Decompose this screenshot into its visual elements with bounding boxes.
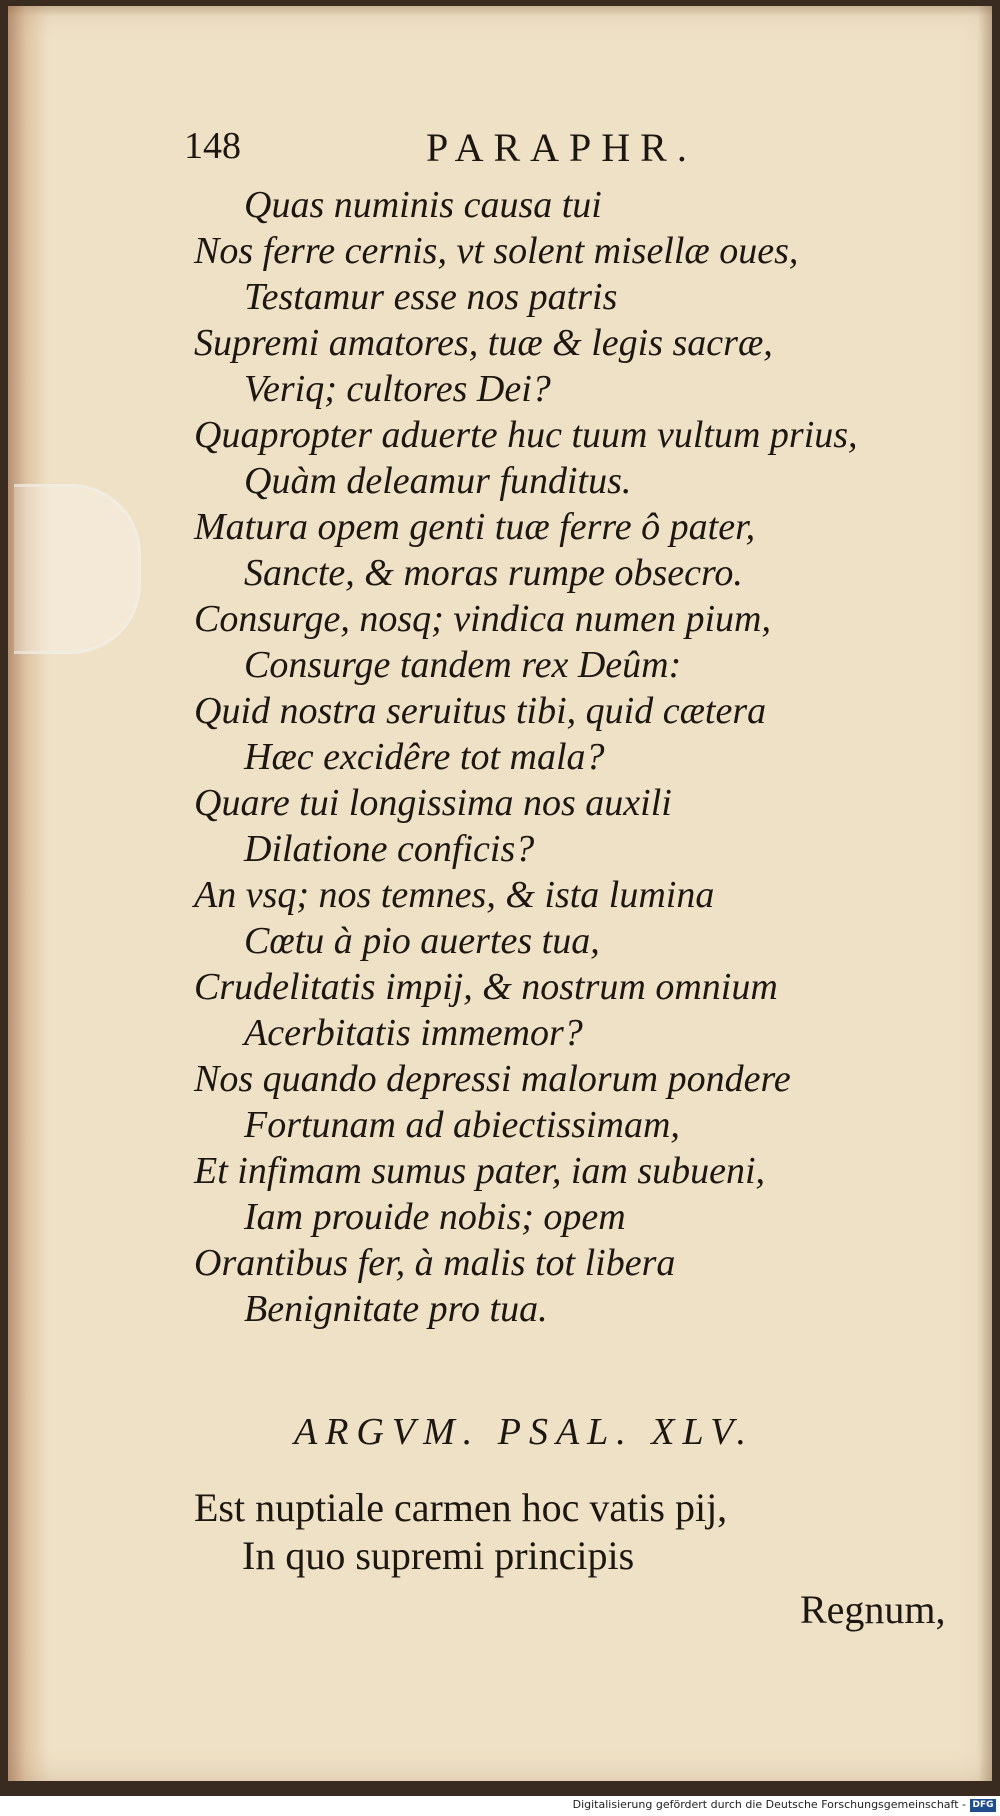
verse-line: Testamur esse nos patris [244, 276, 618, 318]
verse-line: Orantibus fer, à malis tot libera [194, 1242, 676, 1284]
verse-line: Dilatione conficis? [244, 828, 535, 870]
verse-line: Quàm deleamur funditus. [244, 460, 632, 502]
prose-line: In quo supremi principis [242, 1533, 635, 1578]
verse-line: Consurge, nosq; vindica numen pium, [194, 598, 771, 640]
verse-line: Crudelitatis impij, & nostrum omnium [194, 966, 778, 1008]
footer-bar [0, 1796, 1000, 1816]
verse-line: Quapropter aduerte huc tuum vultum prius, [194, 414, 858, 456]
page-clip [14, 484, 141, 654]
verse-line: An vsq; nos temnes, & ista lumina [194, 874, 715, 916]
page-number: 148 [184, 125, 241, 167]
verse-line: Benignitate pro tua. [244, 1288, 548, 1330]
verse-line: Hæc excidêre tot mala? [244, 736, 605, 778]
running-title: PARAPHR. [426, 125, 697, 170]
prose-line: Est nuptiale carmen hoc vatis pij, [194, 1485, 728, 1530]
verse-line: Fortunam ad abiectissimam, [244, 1104, 680, 1146]
verse-line: Supremi amatores, tuæ & legis sacræ, [194, 322, 773, 364]
verse-line: Nos quando depressi malorum pondere [194, 1058, 791, 1100]
verse-line: Iam prouide nobis; opem [244, 1196, 626, 1238]
verse-line: Veriq; cultores Dei? [244, 368, 551, 410]
argument-heading: ARGVM. PSAL. XLV. [294, 1411, 755, 1453]
verse-line: Quare tui longissima nos auxili [194, 782, 672, 824]
funding-credit: Digitalisierung gefördert durch die Deutsche Forschungsgemeinschaft - [572, 1798, 966, 1811]
verse-line: Et infimam sumus pater, iam subueni, [194, 1150, 766, 1192]
verse-line: Cœtu à pio auertes tua, [244, 920, 600, 962]
dfg-logo-icon[interactable]: DFG [970, 1799, 996, 1812]
running-head [8, 124, 992, 174]
verse-line: Sancte, & moras rumpe obsecro. [244, 552, 743, 594]
verse-line: Matura opem genti tuæ ferre ô pater, [194, 506, 756, 548]
book-page [8, 6, 992, 1781]
verse-line: Acerbitatis immemor? [244, 1012, 583, 1054]
catchword: Regnum, [800, 1587, 946, 1632]
verse-line: Quas numinis causa tui [244, 184, 602, 226]
verse-line: Consurge tandem rex Deûm: [244, 644, 682, 686]
verse-line: Nos ferre cernis, vt solent misellæ oues, [194, 230, 799, 272]
verse-line: Quid nostra seruitus tibi, quid cætera [194, 690, 767, 732]
